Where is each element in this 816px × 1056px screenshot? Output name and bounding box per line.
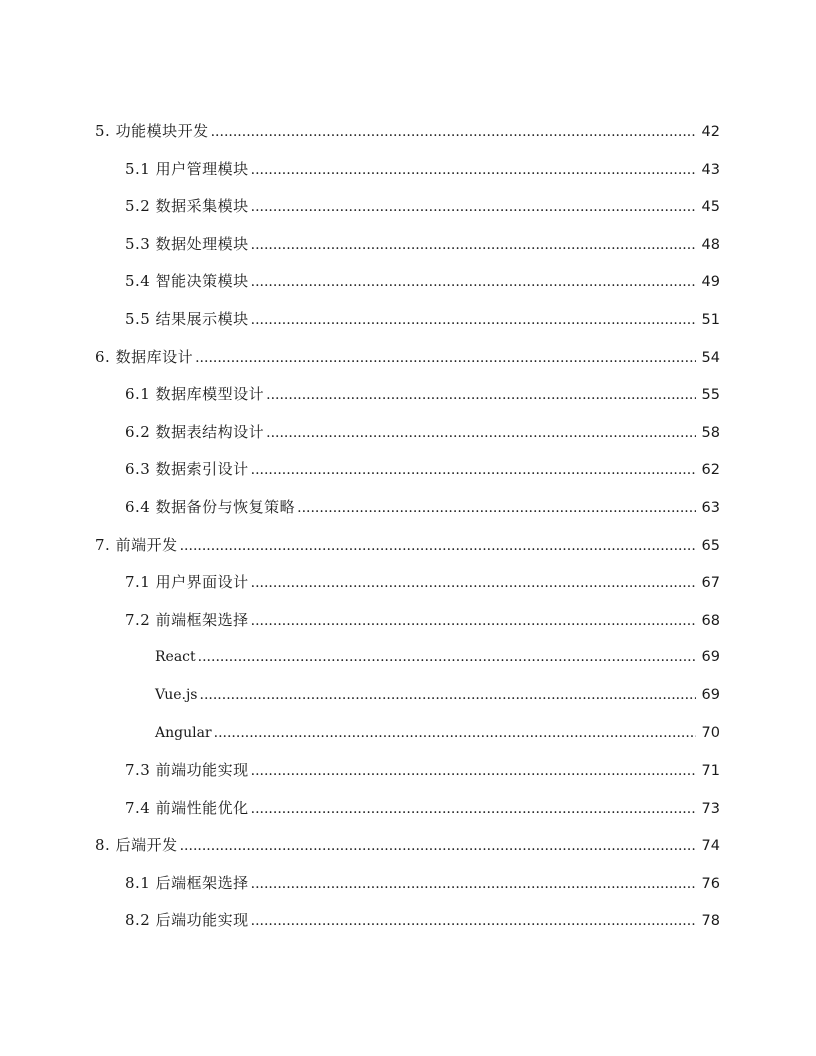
toc-entry-title: 8.1 后端框架选择 [125, 873, 249, 892]
toc-entry-page: 48 [701, 236, 720, 253]
toc-entry[interactable] [0, 451, 816, 489]
toc-entry[interactable] [0, 790, 816, 828]
dot-leader [211, 114, 696, 152]
dot-leader [251, 264, 696, 302]
toc-entry-page: 54 [701, 349, 720, 366]
toc-entry[interactable] [0, 226, 816, 264]
toc-entry[interactable] [0, 639, 816, 677]
dot-leader [251, 791, 696, 829]
toc-entry-page: 73 [701, 800, 720, 817]
toc-entry-page: 63 [701, 499, 720, 516]
dot-leader [200, 677, 697, 715]
dot-leader [251, 227, 696, 265]
toc-entry[interactable] [0, 376, 816, 414]
toc-entry-page: 55 [701, 387, 720, 404]
toc-entry-page: 71 [701, 763, 720, 780]
toc-entry-title: 5.1 用户管理模块 [125, 159, 249, 178]
toc-entry-page: 62 [701, 462, 720, 479]
toc-entry[interactable] [0, 564, 816, 602]
toc-entry-title: 5.2 数据采集模块 [125, 197, 249, 216]
toc-entry-title: Angular [155, 724, 212, 741]
dot-leader [180, 528, 696, 566]
toc-entry-page: 70 [701, 724, 720, 741]
toc-entry-page: 69 [701, 649, 720, 666]
toc-entry-title: 7.1 用户界面设计 [125, 573, 249, 592]
toc-entry[interactable] [0, 489, 816, 527]
toc-entry-page: 65 [701, 537, 720, 554]
toc-entry-title: 7.2 前端框架选择 [125, 610, 249, 629]
toc-entry[interactable] [0, 602, 816, 640]
dot-leader [251, 753, 696, 791]
toc-entry-title: 7. 前端开发 [95, 535, 178, 554]
dot-leader [266, 377, 696, 415]
dot-leader [251, 565, 696, 603]
table-of-contents [0, 113, 816, 940]
toc-entry[interactable] [0, 301, 816, 339]
toc-entry-title: 8.2 后端功能实现 [125, 911, 249, 930]
toc-entry[interactable] [0, 188, 816, 226]
toc-entry-title: 5.5 结果展示模块 [125, 309, 249, 328]
toc-entry-title: 7.3 前端功能实现 [125, 761, 249, 780]
toc-entry[interactable] [0, 263, 816, 301]
dot-leader [251, 603, 696, 641]
toc-entry[interactable] [0, 339, 816, 377]
toc-entry-title: 8. 后端开发 [95, 836, 178, 855]
toc-entry-page: 74 [701, 838, 720, 855]
dot-leader [251, 452, 696, 490]
toc-entry-title: React [155, 649, 196, 666]
toc-entry-page: 45 [701, 199, 720, 216]
toc-entry-title: Vue.js [155, 686, 198, 703]
toc-entry-page: 58 [701, 424, 720, 441]
toc-entry-title: 5.4 智能决策模块 [125, 272, 249, 291]
dot-leader [251, 903, 696, 941]
toc-entry-page: 42 [701, 124, 720, 140]
dot-leader [251, 302, 696, 340]
toc-entry-page: 43 [701, 161, 720, 178]
toc-entry[interactable] [0, 677, 816, 715]
toc-entry-title: 6.2 数据表结构设计 [125, 422, 265, 441]
toc-entry-page: 51 [701, 311, 720, 328]
toc-entry-title: 7.4 前端性能优化 [125, 798, 249, 817]
toc-entry[interactable] [0, 752, 816, 790]
toc-entry[interactable] [0, 865, 816, 903]
toc-entry-title: 6.4 数据备份与恢复策略 [125, 497, 296, 516]
toc-entry-page: 78 [701, 913, 720, 930]
dot-leader [251, 152, 696, 190]
toc-entry[interactable] [0, 414, 816, 452]
dot-leader [297, 490, 696, 528]
toc-entry-page: 49 [701, 274, 720, 291]
dot-leader [195, 340, 696, 378]
dot-leader [214, 715, 696, 753]
toc-entry[interactable] [0, 902, 816, 940]
dot-leader [180, 828, 696, 866]
dot-leader [251, 866, 696, 904]
toc-entry-title: 6. 数据库设计 [95, 347, 194, 366]
toc-entry-page: 68 [701, 612, 720, 629]
toc-entry-title: 5. 功能模块开发 [95, 122, 209, 140]
toc-entry-title: 6.1 数据库模型设计 [125, 385, 265, 404]
toc-entry[interactable] [0, 827, 816, 865]
toc-entry-page: 76 [701, 875, 720, 892]
dot-leader [266, 415, 696, 453]
toc-entry-page: 69 [701, 686, 720, 703]
toc-entry[interactable] [0, 715, 816, 753]
toc-entry-title: 5.3 数据处理模块 [125, 234, 249, 253]
toc-entry-page: 67 [701, 575, 720, 592]
dot-leader [198, 639, 696, 677]
toc-entry[interactable] [0, 151, 816, 189]
toc-entry-title: 6.3 数据索引设计 [125, 460, 249, 479]
toc-entry[interactable] [0, 113, 816, 151]
toc-entry[interactable] [0, 527, 816, 565]
dot-leader [251, 189, 696, 227]
